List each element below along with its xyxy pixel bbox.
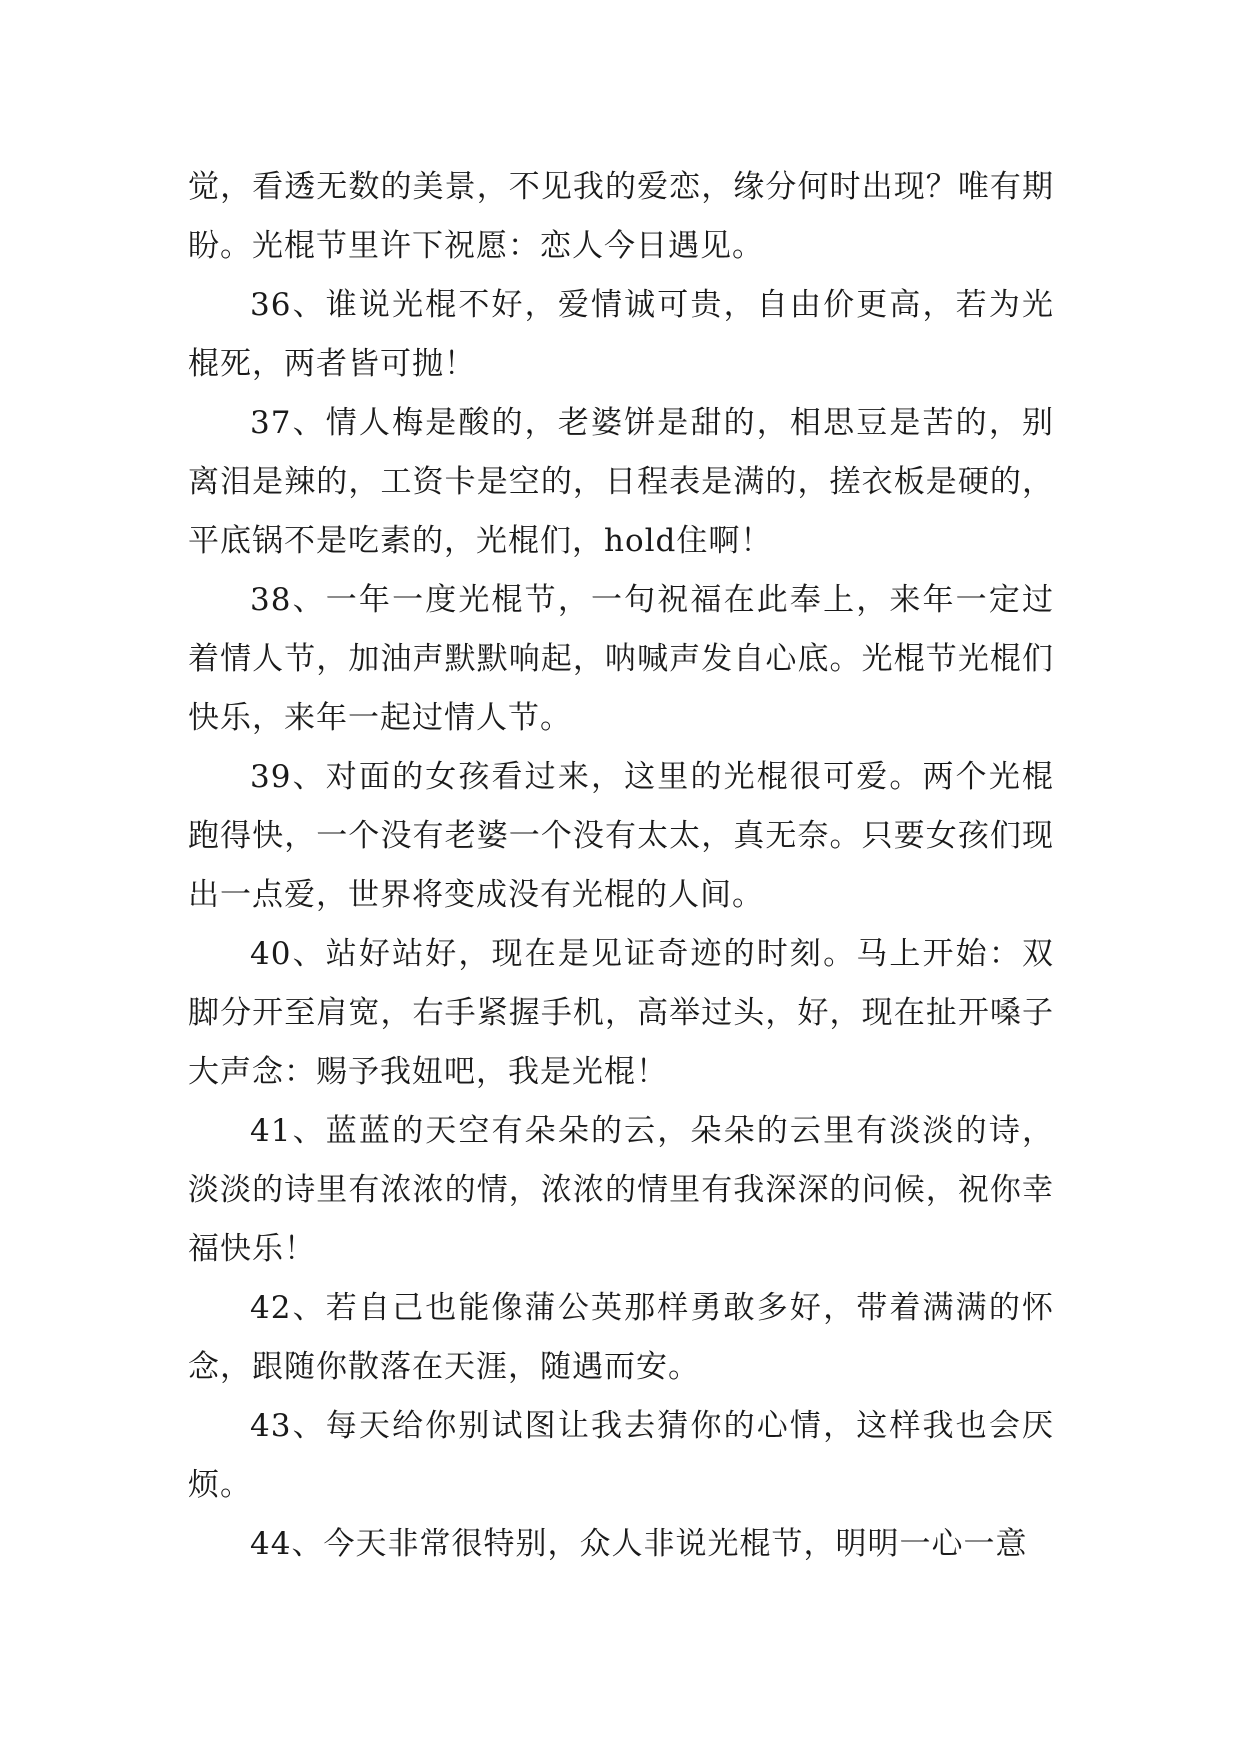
- paragraph-item-36: 36、谁说光棍不好，爱情诚可贵，自由价更高，若为光棍死，两者皆可抛！: [188, 287, 1054, 382]
- document-body: [188, 158, 1054, 1574]
- paragraph-item-42: 42、若自己也能像蒲公英那样勇敢多好，带着满满的怀念，跟随你散落在天涯，随遇而安。: [188, 1290, 1054, 1385]
- paragraph-item-41: 41、蓝蓝的天空有朵朵的云，朵朵的云里有淡淡的诗，淡淡的诗里有浓浓的情，浓浓的情里有我深深的问候，祝你幸福快乐！: [188, 1113, 1054, 1267]
- paragraph-continuation: 觉，看透无数的美景，不见我的爱恋，缘分何时出现？唯有期盼。光棍节里许下祝愿：恋人今日遇见。: [188, 169, 1054, 264]
- paragraph-item-39: 39、对面的女孩看过来，这里的光棍很可爱。两个光棍跑得快，一个没有老婆一个没有太太，真无奈。只要女孩们现出一点爱，世界将变成没有光棍的人间。: [188, 759, 1054, 913]
- paragraph-item-40: 40、站好站好，现在是见证奇迹的时刻。马上开始：双脚分开至肩宽，右手紧握手机，高举过头，好，现在扯开嗓子大声念：赐予我妞吧，我是光棍！: [188, 936, 1054, 1090]
- paragraph-item-37: 37、情人梅是酸的，老婆饼是甜的，相思豆是苦的，别离泪是辣的，工资卡是空的，日程表是满的，搓衣板是硬的，平底锅不是吃素的，光棍们，hold住啊！: [188, 405, 1054, 559]
- paragraph-item-38: 38、一年一度光棍节，一句祝福在此奉上，来年一定过着情人节，加油声默默响起，呐喊声发自心底。光棍节光棍们快乐，来年一起过情人节。: [188, 582, 1054, 736]
- paragraph-item-44: 44、今天非常很特别，众人非说光棍节，明明一心一意: [250, 1526, 1028, 1562]
- paragraph-item-43: 43、每天给你别试图让我去猜你的心情，这样我也会厌烦。: [188, 1408, 1054, 1503]
